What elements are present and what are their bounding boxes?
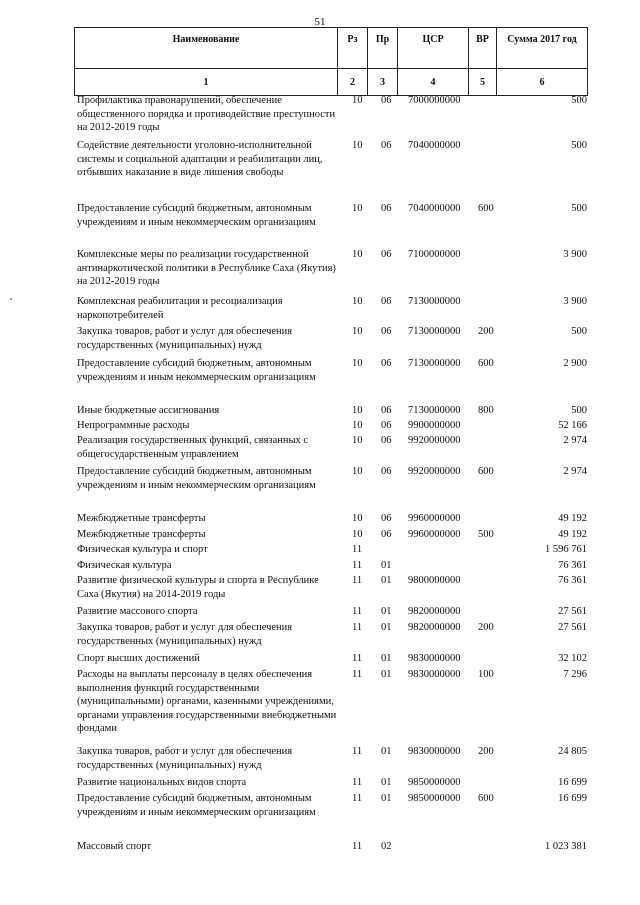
header-col-1: 1 [75,69,338,96]
cell-pr: 01 [381,793,392,804]
cell-pr: 01 [381,777,392,788]
page-number: 51 [314,16,326,28]
cell-name: Содействие деятельности уголовно-исполнительной системы и социальной адаптации и реабилитации лиц, отбывших наказание в виде лишения свободы [77,140,323,178]
cell-csr: 7040000000 [408,203,461,214]
cell-csr: 9900000000 [408,420,461,431]
cell-csr: 9800000000 [408,575,461,586]
header-col-5: 5 [469,69,497,96]
cell-vr: 600 [478,203,494,214]
cell-pr: 06 [381,435,392,446]
cell-sum: 2 974 [563,435,587,446]
header-pr: Пр [368,28,398,69]
cell-csr: 9820000000 [408,606,461,617]
cell-rz: 10 [352,513,363,524]
cell-sum: 49 192 [558,529,587,540]
cell-csr: 9960000000 [408,513,461,524]
cell-pr: 06 [381,95,392,106]
header-sum: Сумма 2017 год [497,28,588,69]
cell-pr: 01 [381,746,392,757]
cell-csr: 9920000000 [408,466,461,477]
cell-pr: 06 [381,296,392,307]
cell-vr: 200 [478,746,494,757]
header-col-3: 3 [368,69,398,96]
cell-rz: 10 [352,95,363,106]
cell-vr: 600 [478,466,494,477]
cell-rz: 10 [352,203,363,214]
cell-rz: 11 [352,606,363,617]
cell-sum: 2 974 [563,466,587,477]
cell-vr: 600 [478,793,494,804]
cell-sum: 49 192 [558,513,587,524]
header-csr: ЦСР [398,28,469,69]
cell-csr: 9920000000 [408,435,461,446]
cell-csr: 7130000000 [408,405,461,416]
cell-csr: 7040000000 [408,140,461,151]
cell-rz: 11 [352,746,363,757]
cell-name: Массовый спорт [77,841,152,852]
cell-name: Непрограммные расходы [77,420,190,431]
cell-name: Межбюджетные трансферты [77,529,206,540]
cell-sum: 500 [571,140,587,151]
cell-sum: 1 596 761 [545,544,587,555]
cell-rz: 11 [352,841,363,852]
cell-rz: 11 [352,669,363,680]
cell-pr: 01 [381,669,392,680]
cell-sum: 76 361 [558,575,587,586]
cell-name: Предоставление субсидий бюджетным, автономным учреждениям и иным некоммерческим организациям [77,358,316,383]
cell-sum: 2 900 [563,358,587,369]
cell-csr: 7130000000 [408,358,461,369]
table-header [74,27,588,96]
cell-pr: 01 [381,575,392,586]
cell-name: Комплексная реабилитация и ресоциализация наркопотребителей [77,296,283,321]
cell-sum: 16 699 [558,777,587,788]
header-rz: Рз [338,28,368,69]
cell-csr: 9960000000 [408,529,461,540]
cell-name: Закупка товаров, работ и услуг для обеспечения государственных (муниципальных) нужд [77,326,293,351]
cell-csr: 9820000000 [408,622,461,633]
cell-rz: 10 [352,529,363,540]
cell-csr: 9830000000 [408,653,461,664]
cell-sum: 3 900 [563,249,587,260]
cell-pr: 06 [381,203,392,214]
cell-sum: 500 [571,405,587,416]
cell-pr: 06 [381,140,392,151]
cell-sum: 7 296 [563,669,587,680]
cell-name: Закупка товаров, работ и услуг для обеспечения государственных (муниципальных) нужд [77,622,293,647]
cell-rz: 10 [352,435,363,446]
cell-csr: 9850000000 [408,777,461,788]
cell-pr: 06 [381,513,392,524]
cell-vr: 200 [478,622,494,633]
cell-name: Межбюджетные трансферты [77,513,206,524]
cell-rz: 10 [352,405,363,416]
cell-name: Комплексные меры по реализации государственной антинаркотической политики в Республике Саха (Якутия) на 2012-2019 годы [77,249,336,287]
cell-sum: 27 561 [558,622,587,633]
cell-pr: 01 [381,653,392,664]
cell-rz: 10 [352,140,363,151]
header-name: Наименование [75,28,338,69]
cell-rz: 10 [352,326,363,337]
cell-csr: 7130000000 [408,296,461,307]
cell-rz: 10 [352,358,363,369]
header-col-4: 4 [398,69,469,96]
cell-rz: 11 [352,653,363,664]
cell-name: Развитие физической культуры и спорта в Республике Саха (Якутия) на 2014-2019 годы [77,575,319,600]
cell-csr: 7100000000 [408,249,461,260]
cell-name: Предоставление субсидий бюджетным, автономным учреждениям и иным некоммерческим организациям [77,203,316,228]
cell-sum: 24 805 [558,746,587,757]
cell-sum: 52 166 [558,420,587,431]
cell-vr: 600 [478,358,494,369]
cell-sum: 500 [571,326,587,337]
cell-pr: 01 [381,622,392,633]
cell-csr: 7000000000 [408,95,461,106]
cell-sum: 1 023 381 [545,841,587,852]
cell-rz: 11 [352,777,363,788]
cell-name: Реализация государственных функций, связанных с общегосударственным управлением [77,435,309,460]
cell-rz: 11 [352,793,363,804]
cell-name: Развитие национальных видов спорта [77,777,247,788]
cell-pr: 06 [381,420,392,431]
cell-rz: 11 [352,544,363,555]
cell-name: Иные бюджетные ассигнования [77,405,220,416]
cell-sum: 500 [571,95,587,106]
cell-sum: 3 900 [563,296,587,307]
header-col-2: 2 [338,69,368,96]
header-col-6: 6 [497,69,588,96]
cell-pr: 06 [381,529,392,540]
cell-rz: 11 [352,560,363,571]
cell-name: Профилактика правонарушений, обеспечение общественного порядка и противодействие преступности на 2012-2019 годы [77,95,336,133]
cell-pr: 06 [381,249,392,260]
cell-rz: 11 [352,622,363,633]
cell-vr: 500 [478,529,494,540]
cell-name: Предоставление субсидий бюджетным, автономным учреждениям и иным некоммерческим организациям [77,793,316,818]
cell-name: Физическая культура [77,560,172,571]
cell-pr: 06 [381,326,392,337]
cell-csr: 9830000000 [408,669,461,680]
cell-vr: 800 [478,405,494,416]
cell-pr: 06 [381,358,392,369]
cell-sum: 27 561 [558,606,587,617]
cell-rz: 10 [352,249,363,260]
cell-pr: 01 [381,560,392,571]
cell-rz: 10 [352,420,363,431]
cell-csr: 9850000000 [408,793,461,804]
cell-name: Физическая культура и спорт [77,544,208,555]
cell-name: Расходы на выплаты персоналу в целях обеспечения выполнения функций государственными (муниципальными) органами, казенными учреждениями, органами управления государственными внебюджетными фондами [77,669,337,734]
scan-speck [10,298,12,300]
cell-rz: 10 [352,296,363,307]
cell-pr: 02 [381,841,392,852]
cell-name: Развитие массового спорта [77,606,198,617]
cell-vr: 200 [478,326,494,337]
cell-name: Закупка товаров, работ и услуг для обеспечения государственных (муниципальных) нужд [77,746,293,771]
cell-name: Спорт высших достижений [77,653,200,664]
cell-name: Предоставление субсидий бюджетным, автономным учреждениям и иным некоммерческим организациям [77,466,316,491]
cell-sum: 500 [571,203,587,214]
cell-rz: 10 [352,466,363,477]
cell-pr: 06 [381,466,392,477]
cell-rz: 11 [352,575,363,586]
cell-vr: 100 [478,669,494,680]
cell-pr: 01 [381,606,392,617]
cell-sum: 32 102 [558,653,587,664]
cell-sum: 16 699 [558,793,587,804]
cell-csr: 7130000000 [408,326,461,337]
cell-pr: 06 [381,405,392,416]
header-vr: ВР [469,28,497,69]
cell-sum: 76 361 [558,560,587,571]
cell-csr: 9830000000 [408,746,461,757]
